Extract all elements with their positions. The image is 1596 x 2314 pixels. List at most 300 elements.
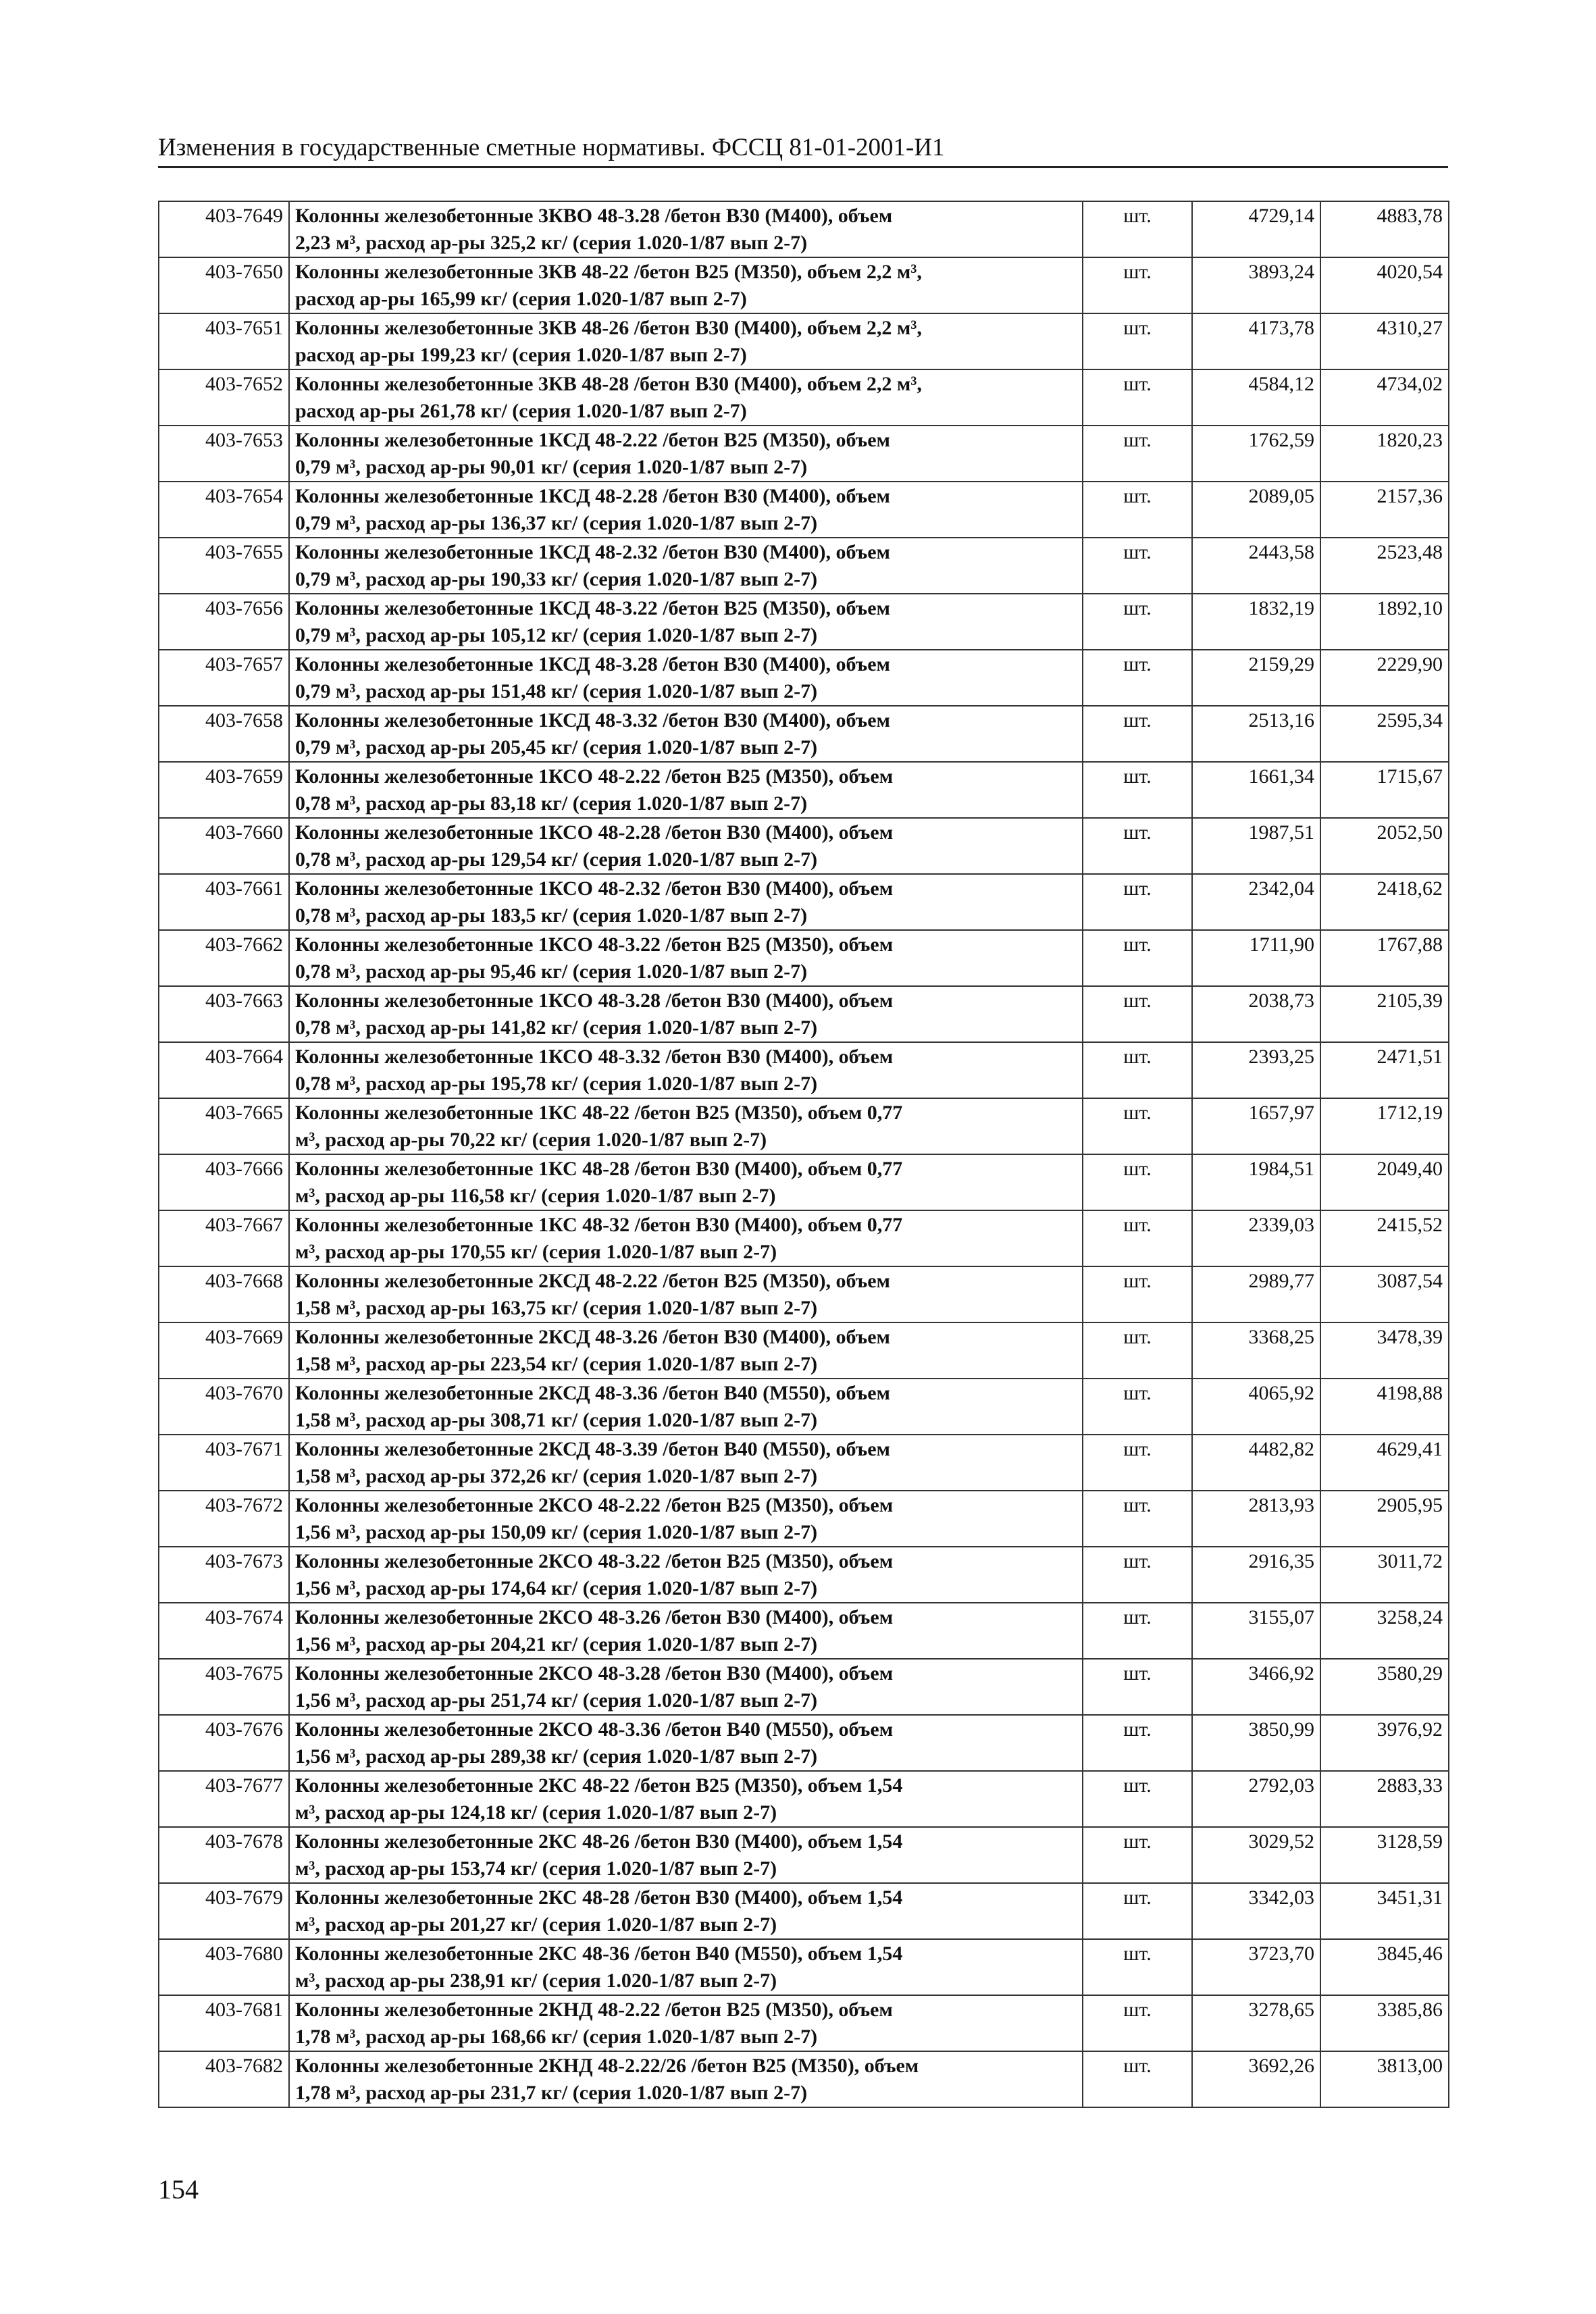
price-cell [1320, 201, 1449, 257]
price-text: 4198,88 [1376, 1382, 1443, 1404]
price-cell [1192, 257, 1320, 313]
code-text: 403-7665 [205, 1102, 283, 1124]
table-row [159, 1210, 1449, 1266]
table-row [159, 482, 1449, 538]
price-text: 2157,36 [1376, 485, 1443, 507]
price-cell [1192, 369, 1320, 426]
price-cell [1320, 986, 1449, 1042]
price-cell [1320, 594, 1449, 650]
table-row [159, 1491, 1449, 1547]
price-cell [1192, 930, 1320, 986]
code-text: 403-7671 [205, 1438, 283, 1460]
description-cell [289, 1322, 1083, 1379]
description-cell [289, 762, 1083, 818]
price-text: 3976,92 [1376, 1718, 1443, 1741]
price-text: 3466,92 [1248, 1662, 1314, 1685]
code-text: 403-7653 [205, 429, 283, 451]
price-cell [1192, 874, 1320, 930]
price-cell [1320, 1883, 1449, 1939]
price-text: 3850,99 [1248, 1718, 1314, 1741]
code-cell [159, 257, 289, 313]
unit-cell [1083, 538, 1192, 594]
unit-text: шт. [1123, 1270, 1152, 1292]
code-text: 403-7651 [205, 317, 283, 339]
unit-text: шт. [1123, 1606, 1152, 1628]
description-text: Колонны железобетонные 3КВО 48-3.28 /бетон В30 (М400), объем 2,23 м³, расход ар-ры 325,2 кг/ (серия 1.020-1/87 вып 2-7) [295, 205, 893, 254]
price-cell [1192, 426, 1320, 482]
price-text: 2339,03 [1248, 1214, 1314, 1236]
unit-text: шт. [1123, 317, 1152, 339]
price-text: 2393,25 [1248, 1046, 1314, 1068]
description-cell [289, 482, 1083, 538]
unit-cell [1083, 313, 1192, 369]
unit-text: шт. [1123, 1999, 1152, 2021]
code-text: 403-7670 [205, 1382, 283, 1404]
price-cell [1320, 1547, 1449, 1603]
description-text: Колонны железобетонные 1КСД 48-3.22 /бетон В25 (М350), объем 0,79 м³, расход ар-ры 105,12 кг/ (серия 1.020-1/87 вып 2-7) [295, 597, 890, 646]
price-cell [1320, 1266, 1449, 1322]
description-text: Колонны железобетонные 2КНД 48-2.22 /бетон В25 (М350), объем 1,78 м³, расход ар-ры 168,66 кг/ (серия 1.020-1/87 вып 2-7) [295, 1999, 893, 2048]
unit-text: шт. [1123, 877, 1152, 900]
code-text: 403-7658 [205, 709, 283, 731]
price-text: 3029,52 [1248, 1830, 1314, 1853]
price-text: 2049,40 [1376, 1158, 1443, 1180]
price-cell [1320, 313, 1449, 369]
description-text: Колонны железобетонные 2КСД 48-2.22 /бетон В25 (М350), объем 1,58 м³, расход ар-ры 163,75 кг/ (серия 1.020-1/87 вып 2-7) [295, 1270, 890, 1319]
price-cell [1192, 1379, 1320, 1435]
unit-text: шт. [1123, 261, 1152, 283]
description-cell [289, 1715, 1083, 1771]
code-cell [159, 2051, 289, 2107]
description-text: Колонны железобетонные 1КСО 48-3.22 /бетон В25 (М350), объем 0,78 м³, расход ар-ры 95,46 кг/ (серия 1.020-1/87 вып 2-7) [295, 933, 894, 983]
price-cell [1192, 1827, 1320, 1883]
description-text: Колонны железобетонные 2КС 48-22 /бетон В25 (М350), объем 1,54 м³, расход ар-ры 124,18 кг/ (серия 1.020-1/87 вып 2-7) [295, 1774, 903, 1824]
price-text: 3451,31 [1376, 1886, 1443, 1909]
description-cell [289, 1379, 1083, 1435]
price-cell [1320, 650, 1449, 706]
unit-cell [1083, 874, 1192, 930]
code-cell [159, 538, 289, 594]
code-text: 403-7655 [205, 541, 283, 563]
unit-text: шт. [1123, 765, 1152, 788]
code-cell [159, 1491, 289, 1547]
price-text: 3128,59 [1376, 1830, 1443, 1853]
price-cell [1192, 482, 1320, 538]
code-text: 403-7680 [205, 1943, 283, 1965]
unit-text: шт. [1123, 709, 1152, 731]
price-text: 3258,24 [1376, 1606, 1443, 1628]
code-cell [159, 1322, 289, 1379]
price-text: 4065,92 [1248, 1382, 1314, 1404]
price-cell [1320, 538, 1449, 594]
description-text: Колонны железобетонные 2КСО 48-3.36 /бетон В40 (М550), объем 1,56 м³, расход ар-ры 289,38 кг/ (серия 1.020-1/87 вып 2-7) [295, 1718, 894, 1768]
price-cell [1320, 874, 1449, 930]
description-cell [289, 1827, 1083, 1883]
code-cell [159, 1210, 289, 1266]
unit-text: шт. [1123, 1158, 1152, 1180]
price-text: 3368,25 [1248, 1326, 1314, 1348]
price-text: 3478,39 [1376, 1326, 1443, 1348]
unit-cell [1083, 1379, 1192, 1435]
price-cell [1320, 257, 1449, 313]
description-cell [289, 650, 1083, 706]
code-text: 403-7664 [205, 1046, 283, 1068]
code-text: 403-7677 [205, 1774, 283, 1797]
price-text: 2038,73 [1248, 989, 1314, 1012]
price-text: 3723,70 [1248, 1943, 1314, 1965]
price-text: 1767,88 [1376, 933, 1443, 956]
code-cell [159, 762, 289, 818]
description-cell [289, 1042, 1083, 1098]
description-text: Колонны железобетонные 2КС 48-28 /бетон В30 (М400), объем 1,54 м³, расход ар-ры 201,27 кг/ (серия 1.020-1/87 вып 2-7) [295, 1886, 903, 1936]
code-cell [159, 1995, 289, 2051]
unit-cell [1083, 1435, 1192, 1491]
unit-cell [1083, 1939, 1192, 1995]
description-text: Колонны железобетонные 1КСО 48-2.28 /бетон В30 (М400), объем 0,78 м³, расход ар-ры 129,54 кг/ (серия 1.020-1/87 вып 2-7) [295, 821, 894, 871]
price-cell [1320, 1827, 1449, 1883]
price-text: 3385,86 [1376, 1999, 1443, 2021]
price-text: 3155,07 [1248, 1606, 1314, 1628]
unit-cell [1083, 1322, 1192, 1379]
description-text: Колонны железобетонные 1КСД 48-3.32 /бетон В30 (М400), объем 0,79 м³, расход ар-ры 205,45 кг/ (серия 1.020-1/87 вып 2-7) [295, 709, 890, 759]
price-cell [1192, 650, 1320, 706]
price-cell [1320, 1042, 1449, 1098]
unit-text: шт. [1123, 1943, 1152, 1965]
price-text: 3580,29 [1376, 1662, 1443, 1685]
table-row [159, 1715, 1449, 1771]
code-text: 403-7657 [205, 653, 283, 675]
price-cell [1320, 2051, 1449, 2107]
unit-cell [1083, 1603, 1192, 1659]
unit-text: шт. [1123, 597, 1152, 619]
code-text: 403-7679 [205, 1886, 283, 1909]
description-cell [289, 930, 1083, 986]
table-row [159, 1379, 1449, 1435]
price-cell [1192, 1883, 1320, 1939]
unit-text: шт. [1123, 429, 1152, 451]
unit-cell [1083, 369, 1192, 426]
description-text: Колонны железобетонные 1КСО 48-2.32 /бетон В30 (М400), объем 0,78 м³, расход ар-ры 183,5 кг/ (серия 1.020-1/87 вып 2-7) [295, 877, 894, 927]
price-text: 4310,27 [1376, 317, 1443, 339]
price-text: 2989,77 [1248, 1270, 1314, 1292]
description-text: Колонны железобетонные 2КСО 48-3.28 /бетон В30 (М400), объем 1,56 м³, расход ар-ры 251,74 кг/ (серия 1.020-1/87 вып 2-7) [295, 1662, 894, 1712]
table-row [159, 706, 1449, 762]
price-text: 2342,04 [1248, 877, 1314, 900]
description-text: Колонны железобетонные 3КВ 48-26 /бетон В30 (М400), объем 2,2 м³, расход ар-ры 199,23 кг/ (серия 1.020-1/87 вып 2-7) [295, 317, 922, 366]
price-text: 2471,51 [1376, 1046, 1443, 1068]
description-cell [289, 1154, 1083, 1210]
price-cell [1192, 594, 1320, 650]
price-text: 3087,54 [1376, 1270, 1443, 1292]
description-cell [289, 1491, 1083, 1547]
price-cell [1320, 1154, 1449, 1210]
price-cell [1320, 1379, 1449, 1435]
price-text: 1715,67 [1376, 765, 1443, 788]
table-row [159, 818, 1449, 874]
price-text: 3845,46 [1376, 1943, 1443, 1965]
description-cell [289, 426, 1083, 482]
description-cell [289, 594, 1083, 650]
code-cell [159, 594, 289, 650]
code-cell [159, 1547, 289, 1603]
table-row [159, 538, 1449, 594]
unit-cell [1083, 706, 1192, 762]
price-cell [1320, 1995, 1449, 2051]
code-text: 403-7667 [205, 1214, 283, 1236]
price-cell [1192, 1322, 1320, 1379]
price-cell [1320, 482, 1449, 538]
price-cell [1192, 1659, 1320, 1715]
price-cell [1192, 313, 1320, 369]
page-number: 154 [158, 2174, 199, 2205]
price-text: 1892,10 [1376, 597, 1443, 619]
price-text: 2089,05 [1248, 485, 1314, 507]
unit-cell [1083, 1042, 1192, 1098]
price-text: 4173,78 [1248, 317, 1314, 339]
code-text: 403-7650 [205, 261, 283, 283]
description-text: Колонны железобетонные 1КСО 48-3.32 /бетон В30 (М400), объем 0,78 м³, расход ар-ры 195,78 кг/ (серия 1.020-1/87 вып 2-7) [295, 1046, 894, 1095]
unit-cell [1083, 1995, 1192, 2051]
description-text: Колонны железобетонные 1КСО 48-2.22 /бетон В25 (М350), объем 0,78 м³, расход ар-ры 83,18 кг/ (серия 1.020-1/87 вып 2-7) [295, 765, 894, 815]
description-cell [289, 1098, 1083, 1154]
code-text: 403-7675 [205, 1662, 283, 1685]
description-text: Колонны железобетонные 2КСО 48-3.22 /бетон В25 (М350), объем 1,56 м³, расход ар-ры 174,64 кг/ (серия 1.020-1/87 вып 2-7) [295, 1550, 894, 1599]
price-cell [1320, 1435, 1449, 1491]
price-text: 1711,90 [1249, 933, 1314, 956]
unit-cell [1083, 1266, 1192, 1322]
table-row [159, 1771, 1449, 1827]
price-text: 4729,14 [1248, 205, 1314, 227]
description-text: Колонны железобетонные 2КСД 48-3.26 /бетон В30 (М400), объем 1,58 м³, расход ар-ры 223,54 кг/ (серия 1.020-1/87 вып 2-7) [295, 1326, 890, 1375]
table-row [159, 1266, 1449, 1322]
price-cell [1192, 201, 1320, 257]
description-text: Колонны железобетонные 2КНД 48-2.22/26 /бетон В25 (М350), объем 1,78 м³, расход ар-ры 231,7 кг/ (серия 1.020-1/87 вып 2-7) [295, 2055, 919, 2104]
code-cell [159, 1939, 289, 1995]
price-text: 3342,03 [1248, 1886, 1314, 1909]
price-cell [1320, 1715, 1449, 1771]
price-text: 1661,34 [1248, 765, 1314, 788]
table-row [159, 1659, 1449, 1715]
code-cell [159, 1154, 289, 1210]
code-text: 403-7672 [205, 1494, 283, 1516]
price-cell [1192, 1715, 1320, 1771]
price-text: 3011,72 [1377, 1550, 1443, 1572]
price-cell [1320, 1491, 1449, 1547]
price-cell [1320, 818, 1449, 874]
code-cell [159, 1266, 289, 1322]
unit-text: шт. [1123, 821, 1152, 844]
price-cell [1192, 1995, 1320, 2051]
code-text: 403-7662 [205, 933, 283, 956]
price-text: 4482,82 [1248, 1438, 1314, 1460]
price-text: 2513,16 [1248, 709, 1314, 731]
unit-cell [1083, 1491, 1192, 1547]
table-row [159, 762, 1449, 818]
code-text: 403-7674 [205, 1606, 283, 1628]
price-cell [1320, 930, 1449, 986]
unit-cell [1083, 818, 1192, 874]
code-cell [159, 313, 289, 369]
price-cell [1320, 426, 1449, 482]
price-text: 1820,23 [1376, 429, 1443, 451]
unit-text: шт. [1123, 989, 1152, 1012]
price-cell [1320, 1659, 1449, 1715]
price-cell [1192, 1042, 1320, 1098]
table-row [159, 1322, 1449, 1379]
price-text: 2883,33 [1376, 1774, 1443, 1797]
table-row [159, 1827, 1449, 1883]
code-text: 403-7659 [205, 765, 283, 788]
code-cell [159, 1883, 289, 1939]
code-text: 403-7656 [205, 597, 283, 619]
price-text: 2916,35 [1248, 1550, 1314, 1572]
description-text: Колонны железобетонные 2КСО 48-3.26 /бетон В30 (М400), объем 1,56 м³, расход ар-ры 204,21 кг/ (серия 1.020-1/87 вып 2-7) [295, 1606, 894, 1655]
table-row [159, 1098, 1449, 1154]
price-cell [1320, 1603, 1449, 1659]
description-text: Колонны железобетонные 1КСО 48-3.28 /бетон В30 (М400), объем 0,78 м³, расход ар-ры 141,82 кг/ (серия 1.020-1/87 вып 2-7) [295, 989, 894, 1039]
price-text: 1657,97 [1248, 1102, 1314, 1124]
description-cell [289, 1995, 1083, 2051]
price-text: 1762,59 [1248, 429, 1314, 451]
code-text: 403-7676 [205, 1718, 283, 1741]
price-cell [1320, 1939, 1449, 1995]
price-cell [1192, 1939, 1320, 1995]
description-cell [289, 1939, 1083, 1995]
code-text: 403-7663 [205, 989, 283, 1012]
description-text: Колонны железобетонные 1КСД 48-3.28 /бетон В30 (М400), объем 0,79 м³, расход ар-ры 151,48 кг/ (серия 1.020-1/87 вып 2-7) [295, 653, 890, 702]
unit-text: шт. [1123, 205, 1152, 227]
page-header [158, 132, 1448, 168]
price-cell [1320, 762, 1449, 818]
price-cell [1192, 1098, 1320, 1154]
unit-text: шт. [1123, 653, 1152, 675]
description-cell [289, 2051, 1083, 2107]
price-text: 2052,50 [1376, 821, 1443, 844]
unit-cell [1083, 257, 1192, 313]
unit-text: шт. [1123, 1886, 1152, 1909]
unit-text: шт. [1123, 1438, 1152, 1460]
code-text: 403-7673 [205, 1550, 283, 1572]
price-text: 4584,12 [1248, 373, 1314, 395]
price-text: 1984,51 [1248, 1158, 1314, 1180]
code-text: 403-7669 [205, 1326, 283, 1348]
description-text: Колонны железобетонные 1КС 48-28 /бетон В30 (М400), объем 0,77 м³, расход ар-ры 116,58 кг/ (серия 1.020-1/87 вып 2-7) [295, 1158, 903, 1207]
description-cell [289, 706, 1083, 762]
unit-text: шт. [1123, 373, 1152, 395]
unit-text: шт. [1123, 1662, 1152, 1685]
price-cell [1320, 1098, 1449, 1154]
table-row [159, 1883, 1449, 1939]
unit-cell [1083, 201, 1192, 257]
unit-text: шт. [1123, 1550, 1152, 1572]
code-cell [159, 369, 289, 426]
unit-cell [1083, 1715, 1192, 1771]
description-text: Колонны железобетонные 1КС 48-32 /бетон В30 (М400), объем 0,77 м³, расход ар-ры 170,55 кг/ (серия 1.020-1/87 вып 2-7) [295, 1214, 903, 1263]
unit-cell [1083, 986, 1192, 1042]
price-text: 1712,19 [1376, 1102, 1443, 1124]
code-text: 403-7668 [205, 1270, 283, 1292]
table-row [159, 1154, 1449, 1210]
price-cell [1192, 706, 1320, 762]
price-cell [1192, 1547, 1320, 1603]
unit-text: шт. [1123, 1718, 1152, 1741]
code-cell [159, 1827, 289, 1883]
code-text: 403-7666 [205, 1158, 283, 1180]
price-text: 2418,62 [1376, 877, 1443, 900]
unit-text: шт. [1123, 1494, 1152, 1516]
table-row [159, 930, 1449, 986]
description-text: Колонны железобетонные 2КСД 48-3.36 /бетон В40 (М550), объем 1,58 м³, расход ар-ры 308,71 кг/ (серия 1.020-1/87 вып 2-7) [295, 1382, 890, 1431]
unit-cell [1083, 1883, 1192, 1939]
description-cell [289, 369, 1083, 426]
code-cell [159, 426, 289, 482]
unit-text: шт. [1123, 933, 1152, 956]
code-cell [159, 1042, 289, 1098]
price-cell [1320, 369, 1449, 426]
price-cell [1192, 1210, 1320, 1266]
code-text: 403-7678 [205, 1830, 283, 1853]
price-text: 3893,24 [1248, 261, 1314, 283]
price-cell [1192, 2051, 1320, 2107]
description-cell [289, 538, 1083, 594]
price-text: 1832,19 [1248, 597, 1314, 619]
description-text: Колонны железобетонные 2КСД 48-3.39 /бетон В40 (М550), объем 1,58 м³, расход ар-ры 372,26 кг/ (серия 1.020-1/87 вып 2-7) [295, 1438, 890, 1487]
code-cell [159, 482, 289, 538]
description-text: Колонны железобетонные 1КСД 48-2.28 /бетон В30 (М400), объем 0,79 м³, расход ар-ры 136,37 кг/ (серия 1.020-1/87 вып 2-7) [295, 485, 890, 534]
price-table [158, 201, 1449, 2108]
unit-text: шт. [1123, 485, 1152, 507]
price-text: 2415,52 [1376, 1214, 1443, 1236]
unit-text: шт. [1123, 2055, 1152, 2077]
price-text: 2905,95 [1376, 1494, 1443, 1516]
description-text: Колонны железобетонные 1КСД 48-2.22 /бетон В25 (М350), объем 0,79 м³, расход ар-ры 90,01 кг/ (серия 1.020-1/87 вып 2-7) [295, 429, 890, 478]
table-row [159, 650, 1449, 706]
description-cell [289, 1603, 1083, 1659]
price-cell [1192, 1491, 1320, 1547]
unit-text: шт. [1123, 1830, 1152, 1853]
price-text: 2159,29 [1248, 653, 1314, 675]
price-cell [1192, 818, 1320, 874]
code-text: 403-7661 [205, 877, 283, 900]
price-text: 3813,00 [1376, 2055, 1443, 2077]
price-text: 4020,54 [1376, 261, 1443, 283]
code-text: 403-7681 [205, 1999, 283, 2021]
table-row [159, 2051, 1449, 2107]
code-cell [159, 1435, 289, 1491]
table-row [159, 313, 1449, 369]
description-text: Колонны железобетонные 3КВ 48-22 /бетон В25 (М350), объем 2,2 м³, расход ар-ры 165,99 кг/ (серия 1.020-1/87 вып 2-7) [295, 261, 922, 310]
table-row [159, 986, 1449, 1042]
table-row [159, 1995, 1449, 2051]
table-row [159, 874, 1449, 930]
code-cell [159, 1098, 289, 1154]
price-cell [1192, 1603, 1320, 1659]
table-row [159, 426, 1449, 482]
table-row [159, 201, 1449, 257]
description-cell [289, 313, 1083, 369]
price-cell [1320, 1210, 1449, 1266]
table-body [159, 201, 1449, 2107]
price-text: 3692,26 [1248, 2055, 1314, 2077]
description-cell [289, 201, 1083, 257]
table-row [159, 1435, 1449, 1491]
code-text: 403-7652 [205, 373, 283, 395]
unit-cell [1083, 1547, 1192, 1603]
price-text: 2443,58 [1248, 541, 1314, 563]
price-text: 2105,39 [1376, 989, 1443, 1012]
unit-text: шт. [1123, 1382, 1152, 1404]
description-cell [289, 1659, 1083, 1715]
